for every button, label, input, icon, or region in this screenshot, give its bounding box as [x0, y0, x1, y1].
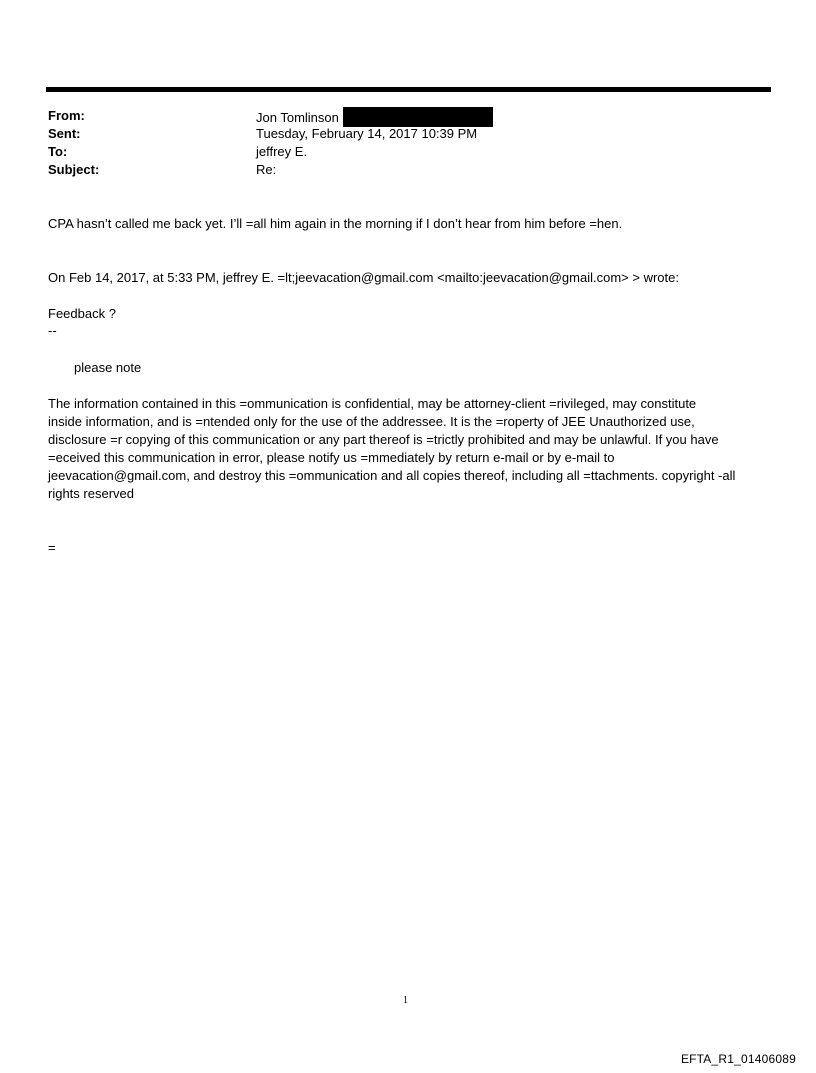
sent-value: Tuesday, February 14, 2017 10:39 PM	[256, 126, 478, 141]
subject-label: Subject:	[48, 162, 100, 177]
from-name: Jon Tomlinson	[256, 110, 339, 125]
redaction-box	[343, 107, 493, 127]
from-label: From:	[48, 108, 85, 123]
disclaimer-line: inside information, and is =ntended only for the use of the addressee. It is the =roperty of JEE Unauthorized use,	[48, 414, 695, 429]
quote-intro: On Feb 14, 2017, at 5:33 PM, jeffrey E. =lt;jeevacation@gmail.com <mailto:jeevacation@gmail.com> > wrote:	[48, 270, 679, 285]
please-note: please note	[74, 360, 142, 375]
from-value	[256, 107, 493, 127]
to-label: To:	[48, 144, 68, 159]
quoted-text: Feedback ?	[48, 306, 116, 321]
disclaimer-line: disclosure =r copying of this communication or any part thereof is =trictly prohibited and may be unlawful. If you have	[48, 432, 719, 447]
page-number: 1	[403, 995, 408, 1006]
to-value: jeffrey E.	[256, 144, 308, 159]
reply-text: CPA hasn’t called me back yet. I’ll =all him again in the morning if I don’t hear from him before =hen.	[48, 216, 623, 231]
disclaimer-line: jeevacation@gmail.com, and destroy this =ommunication and all copies thereof, including all =ttachments. copyright -all	[48, 468, 736, 483]
disclaimer-line: rights reserved	[48, 486, 134, 501]
sent-label: Sent:	[48, 126, 81, 141]
disclaimer	[48, 395, 770, 503]
header-rule	[46, 87, 771, 92]
document-id: EFTA_R1_01406089	[680, 1052, 796, 1066]
disclaimer-line: =eceived this communication in error, please notify us =mmediately by return e-mail or by e-mail to	[48, 450, 615, 465]
subject-value: Re:	[256, 162, 277, 177]
signature-separator: --	[48, 323, 57, 338]
trailing-equals: =	[48, 540, 56, 555]
disclaimer-line: The information contained in this =ommunication is confidential, may be attorney-client =rivileged, may constitute	[48, 396, 697, 411]
